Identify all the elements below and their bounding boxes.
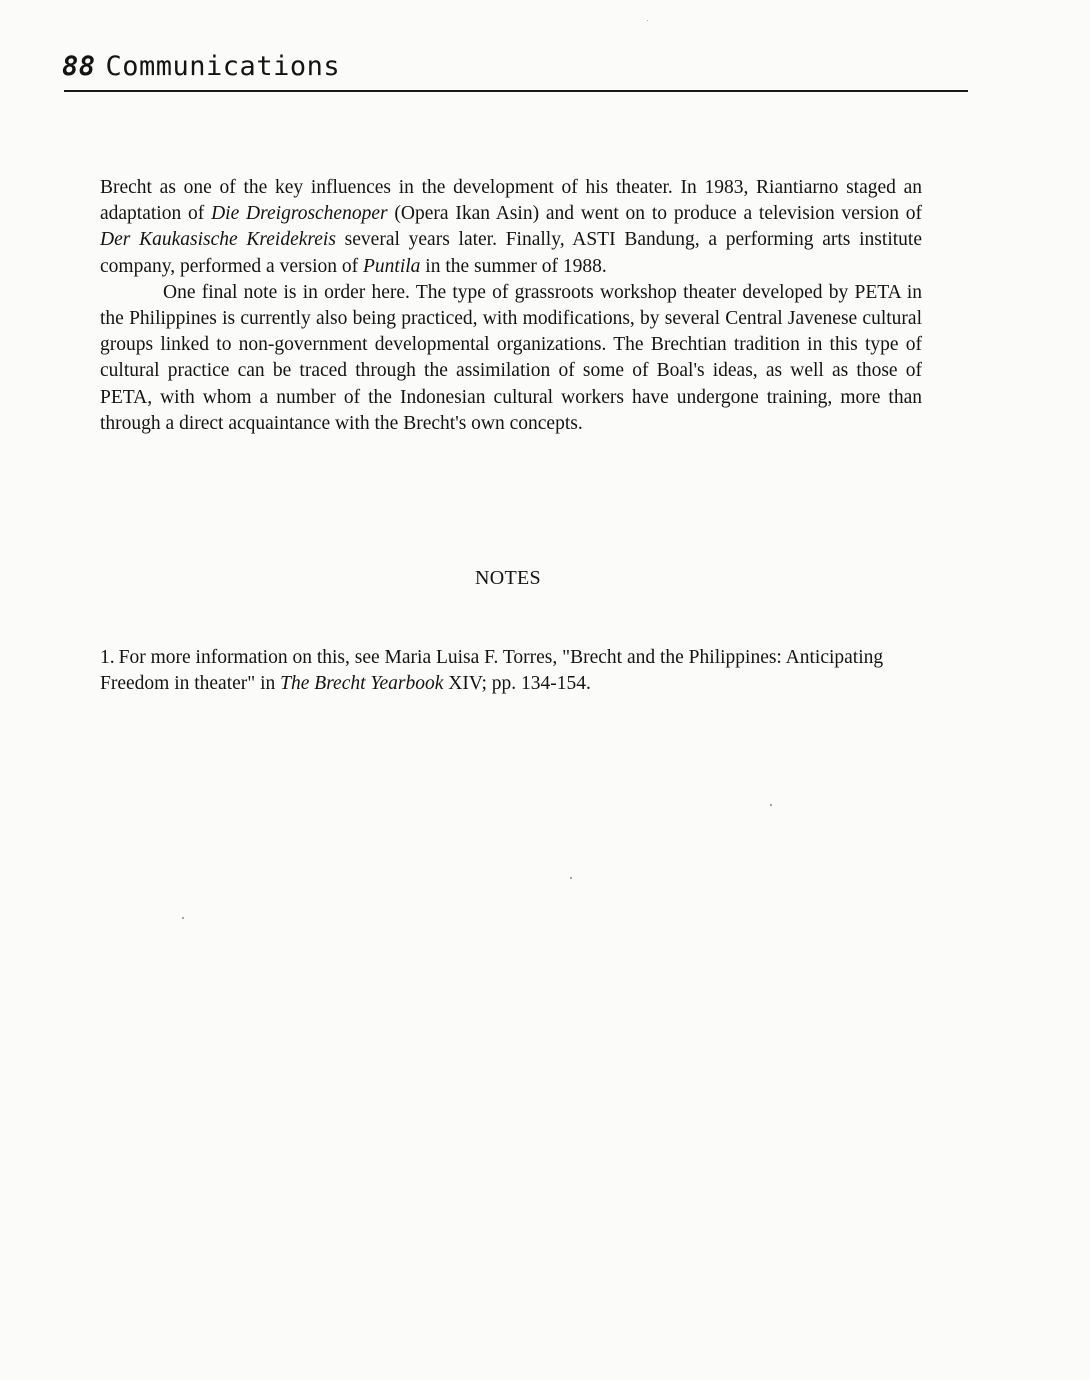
scan-speck — [570, 877, 572, 879]
title-die-dreigroschenoper: Die Dreigroschenoper — [211, 203, 388, 225]
title-puntila: Puntila — [362, 255, 421, 277]
paragraph-1-text-2: (Opera Ikan Asin) and went on to produce a television version of — [387, 203, 922, 225]
body-paragraph-1 — [100, 175, 922, 280]
scan-speck — [182, 917, 184, 919]
running-head-title: Communications — [105, 51, 341, 82]
note-text-2: XIV; pp. 134-154. — [443, 673, 591, 695]
notes-heading: NOTES — [475, 567, 541, 589]
scan-speck — [770, 804, 772, 806]
page-number: 88 — [62, 51, 96, 82]
paragraph-1-text-3: several years later. Finally, ASTI Bandung, a performing arts institute company, performed a version of — [100, 229, 922, 277]
note-text-1: For more information on this, see Maria Luisa F. Torres, "Brecht and the Philippines: Anticipating Freedom in theater" in — [100, 647, 884, 695]
title-der-kaukasische-kreidekreis: Der Kaukasische Kreidekreis — [100, 229, 336, 251]
body-text — [100, 175, 922, 437]
note-item — [100, 645, 922, 697]
body-paragraph-2: One final note is in order here. The type of grassroots workshop theater developed by PETA in the Philippines is currently also being practiced, with modifications, by several Central Javenese cultural groups linked to non-government developmental organizations. The Brechtian tradition in this type of cultural practice can be traced through the assimilation of some of Boal's ideas, as well as those of PETA, with whom a number of the Indonesian cultural workers have undergone training, more than through a direct acquaintance with the Brecht's own concepts. — [100, 281, 922, 434]
paragraph-1-text-1: Brecht as one of the key influences in the development of his theater. In 1983, Riantiarno staged an adaptation of — [100, 177, 922, 225]
running-head — [64, 50, 968, 92]
note-number: 1. — [100, 647, 115, 668]
title-the-brecht-yearbook: The Brecht Yearbook — [280, 673, 444, 695]
paragraph-1-text-4: in the summer of 1988. — [420, 255, 607, 277]
scan-speck — [647, 20, 648, 21]
note-list — [100, 645, 922, 697]
